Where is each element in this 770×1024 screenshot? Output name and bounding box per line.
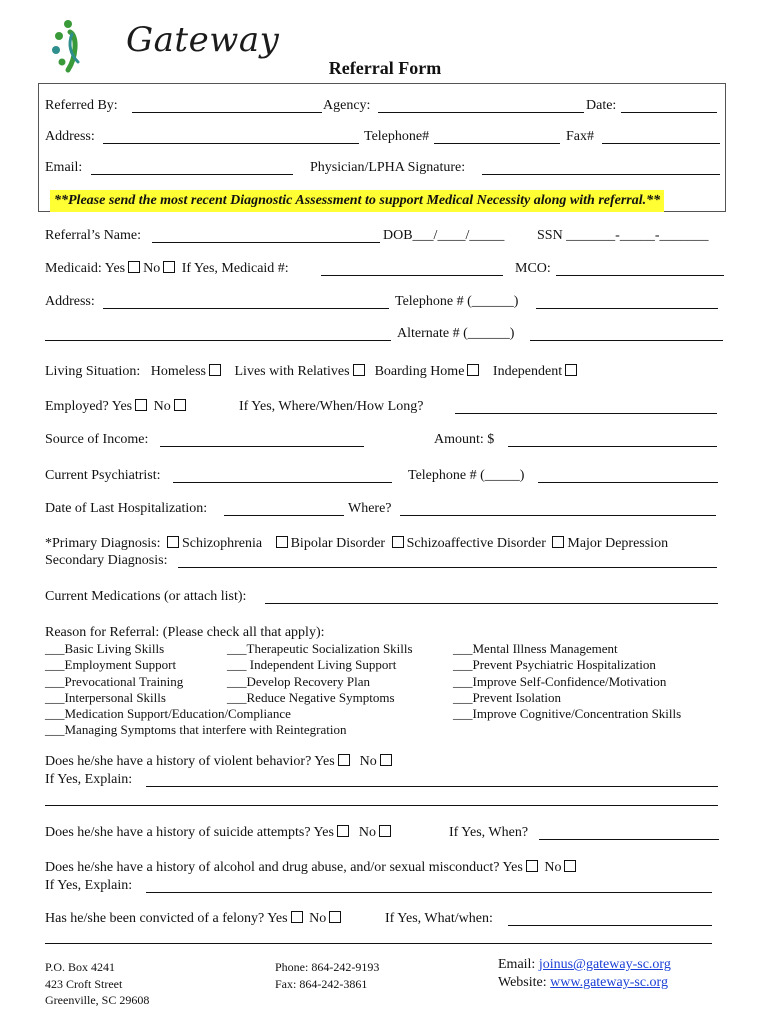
footer-street: 423 Croft Street <box>45 977 123 991</box>
footer-po-box: P.O. Box 4241 <box>45 960 116 974</box>
suicide-when-field[interactable] <box>539 839 719 840</box>
employment-where-field[interactable] <box>455 413 717 414</box>
footer-email-label: Email: <box>498 957 539 972</box>
footer-fax: Fax: 864-242-3861 <box>275 977 368 991</box>
footer-email-row <box>498 957 671 973</box>
referred-by-label: Referred By: <box>45 98 118 113</box>
medicaid-number-field[interactable] <box>321 275 503 276</box>
referrer-telephone-field[interactable] <box>434 143 560 144</box>
primary-diagnosis-label: *Primary Diagnosis: <box>45 536 161 551</box>
email-label: Email: <box>45 160 83 175</box>
felony-no-label: No <box>309 911 327 926</box>
suicide-no-label: No <box>358 825 377 840</box>
independent-label: Independent <box>492 364 563 379</box>
footer-website-label: Website: <box>498 975 551 990</box>
referrer-address-label: Address: <box>45 129 95 144</box>
amount-field[interactable] <box>508 446 717 447</box>
footer-website-row <box>498 975 668 991</box>
employed-yes-label: Employed? Yes <box>45 399 133 414</box>
income-label: Source of Income: <box>45 432 149 447</box>
bipolar-label: Bipolar Disorder <box>290 536 386 551</box>
fax-label: Fax# <box>566 129 594 144</box>
suicide-question: Does he/she have a history of suicide attempts? Yes <box>45 825 334 840</box>
client-address-line2-field[interactable] <box>45 340 391 341</box>
violent-explain-field[interactable] <box>146 786 718 787</box>
felony-question: Has he/she been convicted of a felony? Yes <box>45 911 288 926</box>
psychiatrist-telephone-field[interactable] <box>538 482 718 483</box>
employed-yes-checkbox[interactable] <box>135 399 147 411</box>
secondary-diagnosis-field[interactable] <box>178 567 717 568</box>
footer-website-link[interactable]: www.gateway-sc.org <box>550 975 668 990</box>
reason-item[interactable]: ___Prevent Isolation <box>453 690 561 705</box>
alcohol-no-label: No <box>544 860 562 875</box>
homeless-checkbox[interactable] <box>209 364 221 376</box>
alcohol-explain-label: If Yes, Explain: <box>45 878 133 893</box>
relatives-checkbox[interactable] <box>353 364 365 376</box>
amount-label: Amount: $ <box>434 432 495 447</box>
medicaid-no-label: No <box>143 261 161 276</box>
violent-yes-checkbox[interactable] <box>338 754 350 766</box>
client-address-field[interactable] <box>103 308 389 309</box>
date-field[interactable] <box>621 112 717 113</box>
medications-field[interactable] <box>265 603 718 604</box>
homeless-label: Homeless <box>150 364 206 379</box>
schizophrenia-label: Schizophrenia <box>182 536 263 551</box>
reason-item[interactable]: ___Interpersonal Skills <box>45 690 166 705</box>
medicaid-yes-label: Medicaid: Yes <box>45 261 126 276</box>
employed-no-checkbox[interactable] <box>174 399 186 411</box>
felony-row <box>45 911 344 927</box>
reason-item[interactable]: ___Reduce Negative Symptoms <box>227 690 395 705</box>
agency-field[interactable] <box>378 112 584 113</box>
violent-row <box>45 754 395 770</box>
violent-explain-field-2[interactable] <box>45 805 718 806</box>
referred-by-field[interactable] <box>132 112 322 113</box>
boarding-label: Boarding Home <box>374 364 465 379</box>
mco-label: MCO: <box>515 261 551 276</box>
primary-diagnosis-row <box>45 536 668 552</box>
alternate-telephone-label: Alternate # (______) <box>397 326 515 341</box>
mco-field[interactable] <box>556 275 724 276</box>
reason-item[interactable]: ___Improve Self-Confidence/Motivation <box>453 674 667 689</box>
medicaid-no-checkbox[interactable] <box>163 261 175 273</box>
medicaid-row <box>45 261 289 277</box>
alternate-telephone-field[interactable] <box>530 340 723 341</box>
psychiatrist-telephone-label: Telephone # (_____) <box>408 468 525 483</box>
felony-what-field[interactable] <box>508 925 712 926</box>
physician-signature-field[interactable] <box>482 174 720 175</box>
page-title: Referral Form <box>328 58 442 78</box>
violent-no-label: No <box>359 754 377 769</box>
suicide-yes-checkbox[interactable] <box>337 825 349 837</box>
notice-banner: **Please send the most recent Diagnostic Assessment to support Medical Necessity along with referral.** <box>50 190 664 212</box>
reason-heading: Reason for Referral: (Please check all that apply): <box>45 625 325 640</box>
reason-item[interactable]: ___ Independent Living Support <box>227 657 397 672</box>
employment-where-label: If Yes, Where/When/How Long? <box>239 399 424 414</box>
reason-item[interactable]: ___Employment Support <box>45 657 177 672</box>
living-situation-row <box>45 364 580 380</box>
suicide-when-label: If Yes, When? <box>449 825 529 840</box>
referrer-telephone-label: Telephone# <box>364 129 430 144</box>
bipolar-checkbox[interactable] <box>276 536 288 548</box>
medicaid-number-label: If Yes, Medicaid #: <box>181 261 289 276</box>
agency-label: Agency: <box>323 98 371 113</box>
medicaid-yes-checkbox[interactable] <box>128 261 140 273</box>
alcohol-row <box>45 860 579 876</box>
independent-checkbox[interactable] <box>565 364 577 376</box>
referral-name-label: Referral’s Name: <box>45 228 142 243</box>
physician-label: Physician/LPHA Signature: <box>310 160 466 175</box>
secondary-diagnosis-label: Secondary Diagnosis: <box>45 553 168 568</box>
alcohol-yes-checkbox[interactable] <box>526 860 538 872</box>
reason-item[interactable]: ___Medication Support/Education/Compliance <box>45 706 291 721</box>
psychiatrist-label: Current Psychiatrist: <box>45 468 161 483</box>
hospitalization-where-field[interactable] <box>400 515 716 516</box>
reason-item[interactable]: ___Basic Living Skills <box>45 641 165 656</box>
alcohol-explain-field[interactable] <box>146 892 712 893</box>
footer-city: Greenville, SC 29608 <box>45 993 150 1007</box>
felony-what-label: If Yes, What/when: <box>385 911 493 926</box>
felony-no-checkbox[interactable] <box>329 911 341 923</box>
referral-name-field[interactable] <box>152 242 380 243</box>
medications-label: Current Medications (or attach list): <box>45 589 247 604</box>
hospitalization-date-field[interactable] <box>224 515 344 516</box>
reason-item[interactable]: ___Therapeutic Socialization Skills <box>227 641 413 656</box>
fax-field[interactable] <box>602 143 720 144</box>
client-address-label: Address: <box>45 294 95 309</box>
living-situation-label: Living Situation: <box>45 364 141 379</box>
reason-item[interactable]: ___Develop Recovery Plan <box>227 674 370 689</box>
referrer-address-field[interactable] <box>103 143 359 144</box>
psychiatrist-field[interactable] <box>173 482 392 483</box>
hospitalization-where-label: Where? <box>348 501 392 516</box>
suicide-no-checkbox[interactable] <box>379 825 391 837</box>
logo-text: Gateway <box>126 20 280 60</box>
reason-item[interactable]: ___Improve Cognitive/Concentration Skills <box>453 706 682 721</box>
employed-row <box>45 399 189 415</box>
income-field[interactable] <box>160 446 364 447</box>
reason-item[interactable]: ___Prevent Psychiatric Hospitalization <box>453 657 656 672</box>
schizoaffective-label: Schizoaffective Disorder <box>406 536 546 551</box>
email-field[interactable] <box>91 174 293 175</box>
reason-item[interactable]: ___Prevocational Training <box>45 674 184 689</box>
reason-item[interactable]: ___Managing Symptoms that interfere with Reintegration <box>45 722 347 737</box>
schizophrenia-checkbox[interactable] <box>167 536 179 548</box>
major-depression-label: Major Depression <box>567 536 669 551</box>
violent-question: Does he/she have a history of violent behavior? Yes <box>45 754 335 769</box>
reason-item[interactable]: ___Mental Illness Management <box>453 641 618 656</box>
relatives-label: Lives with Relatives <box>234 364 350 379</box>
alcohol-question: Does he/she have a history of alcohol and drug abuse, and/or sexual misconduct? Yes <box>45 860 523 875</box>
violent-explain-label: If Yes, Explain: <box>45 772 133 787</box>
suicide-row <box>45 825 394 841</box>
schizoaffective-checkbox[interactable] <box>392 536 404 548</box>
date-label: Date: <box>586 98 617 113</box>
felony-yes-checkbox[interactable] <box>291 911 303 923</box>
client-telephone-field[interactable] <box>536 308 718 309</box>
alcohol-no-checkbox[interactable] <box>564 860 576 872</box>
hospitalization-label: Date of Last Hospitalization: <box>45 501 208 516</box>
major-depression-checkbox[interactable] <box>552 536 564 548</box>
ssn-field[interactable]: SSN _______-_____-_______ <box>537 228 709 243</box>
footer-email-link[interactable]: joinus@gateway-sc.org <box>538 957 671 972</box>
violent-no-checkbox[interactable] <box>380 754 392 766</box>
employed-no-label: No <box>153 399 171 414</box>
client-telephone-label: Telephone # (______) <box>395 294 519 309</box>
dob-field[interactable]: DOB___/____/_____ <box>383 228 505 243</box>
felony-what-field-2[interactable] <box>45 943 712 944</box>
boarding-checkbox[interactable] <box>467 364 479 376</box>
footer-phone: Phone: 864-242-9193 <box>275 960 380 974</box>
